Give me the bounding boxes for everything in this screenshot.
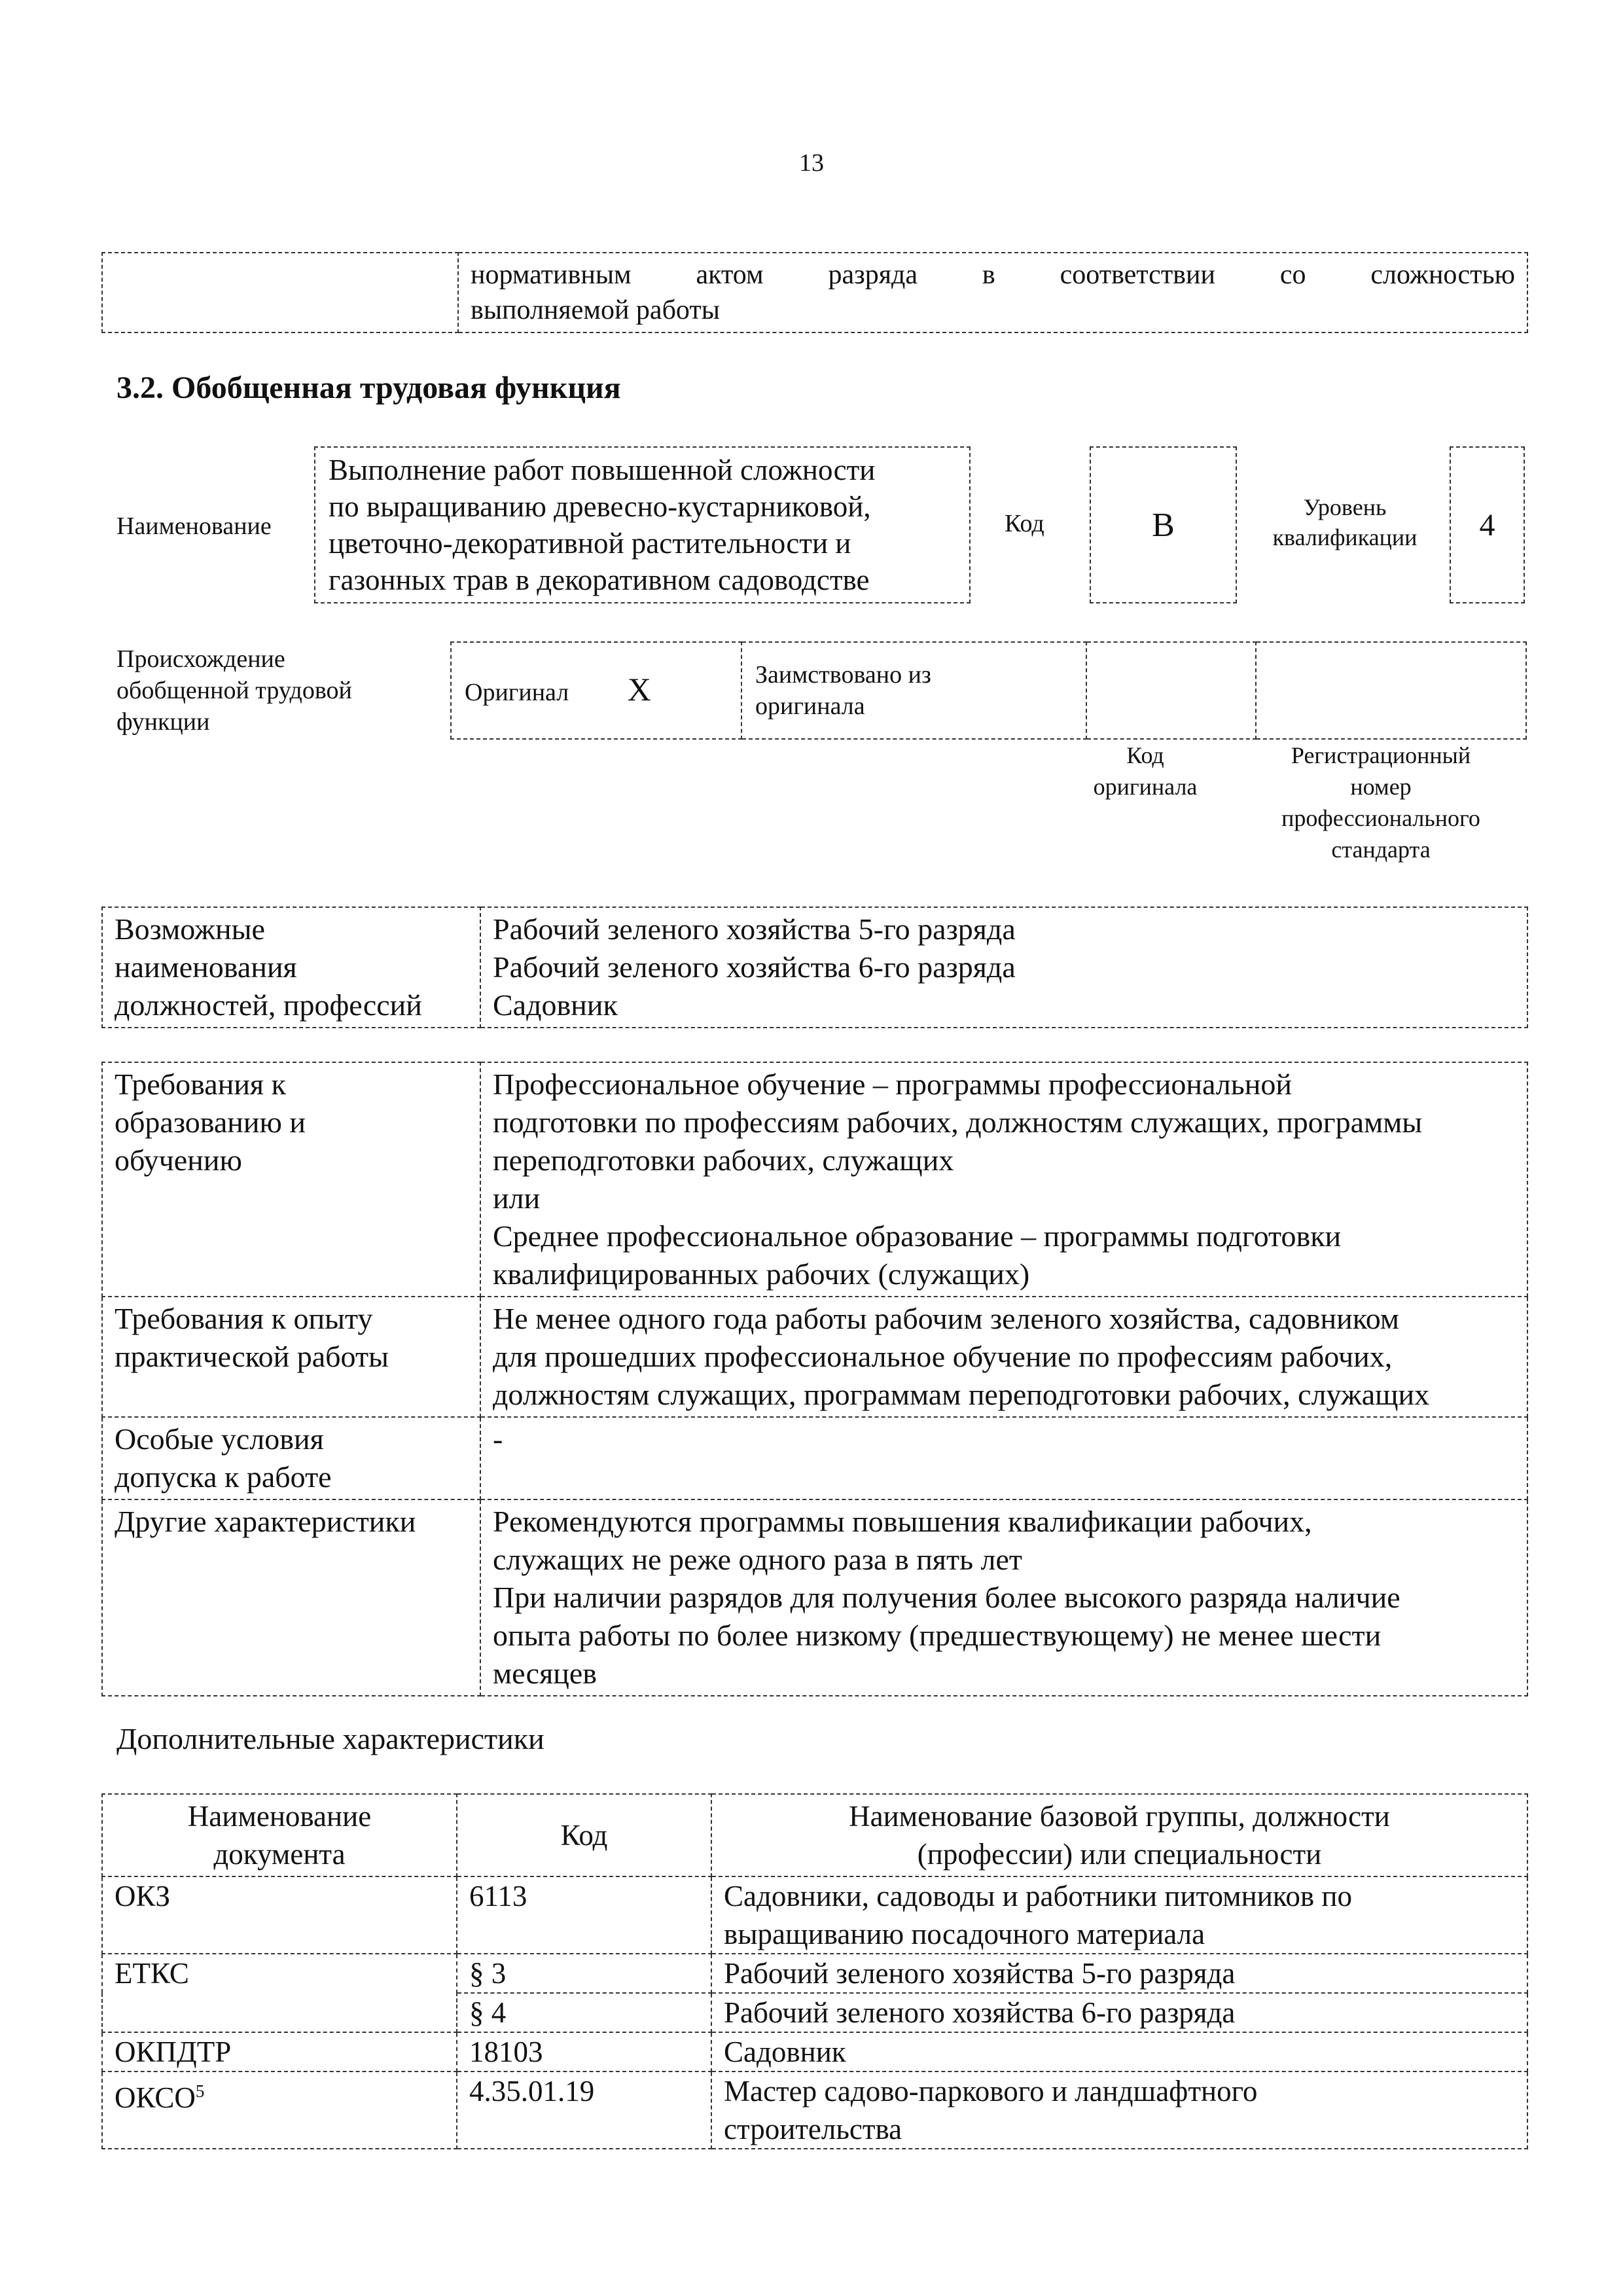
requirements-table: [101, 1062, 1528, 1696]
requirement-label-line: Другие характеристики: [115, 1505, 416, 1538]
caption-line: Регистрационный: [1291, 742, 1471, 768]
requirement-text-line: При наличии разрядов для получения более высокого разряда наличие: [493, 1581, 1400, 1614]
origin-table: [450, 641, 1527, 740]
requirement-label-line: Особые условия: [115, 1422, 324, 1456]
name-cell: [711, 1876, 1527, 1954]
requirement-label-cell: [102, 1417, 480, 1499]
caption-line: стандарта: [1331, 836, 1431, 863]
requirement-label-line: практической работы: [115, 1340, 389, 1373]
requirement-row-education: [102, 1062, 1527, 1297]
continuation-text-cell: [458, 253, 1527, 332]
requirement-text-line: переподготовки рабочих, служащих: [493, 1143, 954, 1177]
requirement-text-line: для прошедших профессиональное обучение по профессиям рабочих,: [493, 1340, 1393, 1373]
additional-table: [101, 1793, 1528, 2149]
original-mark: X: [627, 670, 651, 708]
name-line: Рабочий зеленого хозяйства 6-го разряда: [724, 1996, 1236, 2029]
doc-cell: [102, 2072, 457, 2149]
code-cell: 4.35.01.19: [457, 2072, 711, 2149]
requirement-text-line: Среднее профессиональное образование – программы подготовки: [493, 1219, 1342, 1253]
doc-cell: ОКЗ: [102, 1876, 457, 1954]
level-label-line: квалификации: [1272, 524, 1418, 550]
header-text: Наименование базовой группы, должности: [849, 1800, 1390, 1833]
requirement-text-line: месяцев: [493, 1657, 597, 1690]
additional-header-row: [102, 1794, 1527, 1876]
table-row: [102, 2032, 1527, 2072]
table-row: [102, 2072, 1527, 2149]
requirement-text-line: Рекомендуются программы повышения квалификации рабочих,: [493, 1505, 1312, 1538]
requirement-text-cell: [480, 1062, 1527, 1297]
header-text: (профессии) или специальности: [917, 1838, 1322, 1871]
level-label-line: Уровень: [1303, 494, 1387, 520]
position-item: Рабочий зеленого хозяйства 6-го разряда: [493, 950, 1016, 984]
footnote-marker: 5: [195, 2081, 205, 2101]
caption-registration-number: [1234, 740, 1528, 865]
doc-cell: ЕТКС: [102, 1954, 457, 2032]
requirement-text-line: -: [493, 1422, 503, 1456]
requirement-text-cell: [480, 1417, 1527, 1499]
level-label: [1243, 492, 1446, 552]
header-doc-cell: [102, 1794, 457, 1876]
requirement-row-other: [102, 1499, 1527, 1696]
requirement-text-line: опыта работы по более низкому (предшествующему) не менее шести: [493, 1619, 1382, 1652]
code-value: В: [1152, 506, 1175, 544]
doc-cell: ОКПДТР: [102, 2032, 457, 2072]
level-value-box: [1450, 446, 1525, 603]
original-cell: [451, 642, 741, 739]
requirement-label-line: обучению: [115, 1143, 242, 1177]
caption-line: оригинала: [1093, 774, 1198, 800]
origin-label: [116, 643, 352, 738]
page-number: 13: [799, 149, 824, 177]
requirement-label-cell: [102, 1499, 480, 1696]
caption-line: профессионального: [1281, 805, 1480, 831]
requirement-text-line: Профессиональное обучение – программы профессиональной: [493, 1067, 1292, 1101]
function-name-box: [314, 446, 971, 603]
positions-label-cell: [102, 907, 480, 1028]
requirement-label-line: Требования к опыту: [115, 1302, 373, 1335]
requirement-label-cell: [102, 1297, 480, 1417]
continuation-line: выполняемой работы: [471, 295, 720, 325]
header-name-cell: [711, 1794, 1527, 1876]
name-cell: [711, 1993, 1527, 2032]
requirement-row-experience: [102, 1297, 1527, 1417]
code-cell: 18103: [457, 2032, 711, 2072]
positions-label-line: Возможные: [115, 912, 265, 946]
additional-title: Дополнительные характеристики: [116, 1722, 544, 1755]
header-text: Код: [560, 1819, 608, 1852]
borrowed-line: Заимствовано из: [755, 661, 931, 689]
section-title: 3.2. Обобщенная трудовая функция: [116, 370, 621, 405]
positions-list-cell: [480, 907, 1527, 1028]
requirement-label-line: допуска к работе: [115, 1460, 332, 1494]
requirement-label-line: образованию и: [115, 1105, 306, 1139]
caption-line: Код: [1126, 742, 1164, 768]
function-name-line: по выращиванию древесно-кустарниковой,: [329, 490, 871, 523]
name-line: Садовник: [724, 2036, 846, 2068]
header-text: документа: [213, 1838, 346, 1871]
original-label: Оригинал: [465, 678, 569, 706]
name-line: выращиванию посадочного материала: [724, 1918, 1205, 1950]
positions-table: [101, 906, 1528, 1028]
registration-number-cell: [1256, 642, 1526, 739]
original-code-cell: [1086, 642, 1256, 739]
name-cell: [711, 2032, 1527, 2072]
code-cell: 6113: [457, 1876, 711, 1954]
header-code-cell: [457, 1794, 711, 1876]
requirement-text-line: должностям служащих, программам переподготовки рабочих, служащих: [493, 1378, 1430, 1411]
positions-label-line: наименования: [115, 950, 297, 984]
function-name-line: Выполнение работ повышенной сложности: [329, 454, 876, 486]
requirement-text-line: или: [493, 1181, 541, 1215]
origin-label-line: функции: [116, 708, 210, 736]
requirement-text-line: Не менее одного года работы рабочим зеленого хозяйства, садовником: [493, 1302, 1400, 1335]
caption-original-code: [1047, 740, 1243, 802]
caption-line: номер: [1350, 774, 1412, 800]
code-label: Код: [1005, 510, 1044, 537]
name-cell: [711, 1954, 1527, 1993]
requirement-label-line: Требования к: [115, 1067, 286, 1101]
name-line: Садовники, садоводы и работники питомников по: [724, 1880, 1352, 1912]
name-label: Наименование: [116, 512, 272, 540]
function-name-line: цветочно-декоративной растительности и: [329, 527, 851, 560]
continuation-empty-cell: [102, 253, 458, 332]
code-cell: § 4: [457, 1993, 711, 2032]
name-line: строительства: [724, 2113, 902, 2145]
requirement-text-line: служащих не реже одного раза в пять лет: [493, 1543, 1023, 1576]
requirement-row-special-conditions: [102, 1417, 1527, 1499]
requirement-text-line: подготовки по профессиям рабочих, должностям служащих, программы: [493, 1105, 1423, 1139]
function-name-line: газонных трав в декоративном садоводстве: [329, 564, 870, 596]
code-cell: § 3: [457, 1954, 711, 1993]
positions-label-line: должностей, профессий: [115, 988, 422, 1022]
name-line: Рабочий зеленого хозяйства 5-го разряда: [724, 1957, 1236, 1990]
requirement-text-cell: [480, 1499, 1527, 1696]
requirement-text-cell: [480, 1297, 1527, 1417]
table-row: [102, 1954, 1527, 1993]
requirement-label-cell: [102, 1062, 480, 1297]
header-text: Наименование: [187, 1800, 372, 1833]
borrowed-cell: [741, 642, 1086, 739]
table-row: [102, 1876, 1527, 1954]
name-line: Мастер садово-паркового и ландшафтного: [724, 2075, 1258, 2108]
requirement-text-line: квалифицированных рабочих (служащих): [493, 1257, 1030, 1291]
origin-label-line: обобщенной трудовой: [116, 677, 352, 704]
position-item: Рабочий зеленого хозяйства 5-го разряда: [493, 912, 1016, 946]
continuation-line: нормативным актом разряда в соответствии со сложностью: [471, 260, 1515, 290]
doc-text: ОКСО: [115, 2081, 196, 2114]
continuation-table: [101, 252, 1528, 333]
code-value-box: [1090, 446, 1237, 603]
level-value: 4: [1479, 507, 1495, 543]
borrowed-line: оригинала: [755, 692, 865, 720]
name-cell: [711, 2072, 1527, 2149]
position-item: Садовник: [493, 988, 618, 1022]
origin-label-line: Происхождение: [116, 645, 285, 673]
